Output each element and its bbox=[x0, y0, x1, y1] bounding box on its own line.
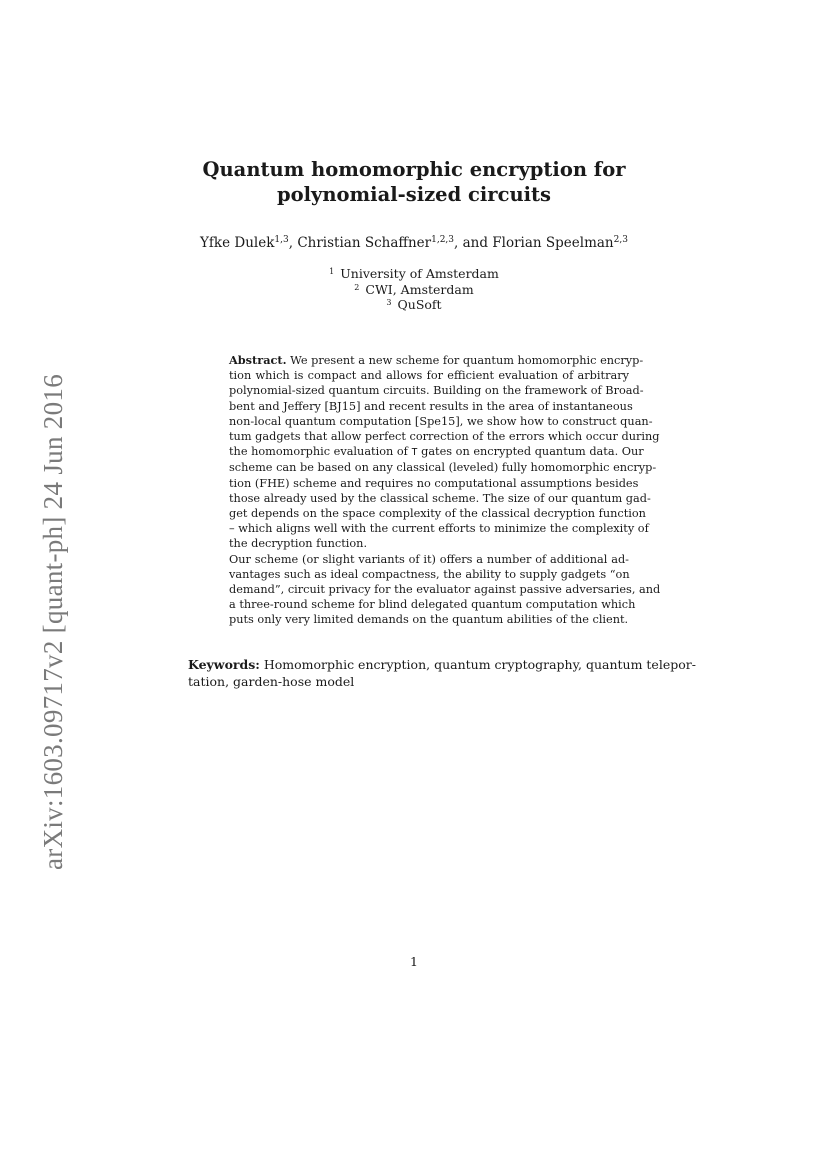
affiliation-list bbox=[0, 266, 828, 313]
author-name: Christian Schaffner bbox=[297, 235, 432, 251]
affiliation bbox=[0, 297, 828, 313]
paper-title bbox=[0, 157, 828, 207]
author-affiliation-marks: 1,3 bbox=[274, 235, 289, 245]
affiliation-name: CWI, Amsterdam bbox=[365, 281, 474, 297]
abstract-line: Abstract. We present a new scheme for quantum homomorphic encryp- bbox=[229, 353, 644, 367]
abstract bbox=[229, 353, 661, 628]
keywords-line: tation, garden-hose model bbox=[188, 674, 355, 689]
page-number: 1 bbox=[410, 954, 418, 969]
abstract-line: – which aligns well with the current efforts to minimize the complexity of bbox=[229, 522, 649, 536]
abstract-line: tum gadgets that allow perfect correction of the errors which occur during bbox=[229, 430, 660, 444]
title-line-2: polynomial-sized circuits bbox=[276, 183, 552, 206]
abstract-line: vantages such as ideal compactness, the ability to supply gadgets “on bbox=[229, 567, 630, 581]
affiliation-number: 3 bbox=[386, 298, 392, 307]
abstract-line: bent and Jeffery [BJ15] and recent results in the area of instantaneous bbox=[229, 399, 633, 413]
abstract-line: the homomorphic evaluation of T gates on encrypted quantum data. Our bbox=[229, 445, 644, 459]
abstract-line: non-local quantum computation [Spe15], we show how to construct quan- bbox=[229, 414, 653, 428]
affiliation-name: University of Amsterdam bbox=[340, 266, 499, 281]
affiliation bbox=[0, 282, 828, 298]
abstract-line: get depends on the space complexity of the classical decryption function bbox=[229, 507, 646, 521]
author-affiliation-marks: 1,2,3 bbox=[431, 235, 455, 245]
keywords-label: Keywords: bbox=[188, 657, 260, 672]
affiliation-number: 2 bbox=[354, 282, 360, 292]
abstract-line: polynomial-sized quantum circuits. Building on the framework of Broad- bbox=[229, 384, 644, 398]
t-gate-symbol: T bbox=[411, 447, 418, 459]
abstract-line: demand”, circuit privacy for the evaluator against passive adversaries, and bbox=[229, 583, 661, 597]
author-separator: , and bbox=[454, 235, 493, 251]
title-line-1: Quantum homomorphic encryption for bbox=[202, 158, 626, 181]
affiliation-name: QuSoft bbox=[397, 297, 442, 312]
arxiv-identifier: arXiv:1603.09717v2 [quant-ph] 24 Jun 2016 bbox=[38, 374, 68, 870]
abstract-line: tion which is compact and allows for efficient evaluation of arbitrary bbox=[229, 369, 629, 383]
abstract-line: those already used by the classical scheme. The size of our quantum gad- bbox=[229, 491, 651, 505]
abstract-line: the decryption function. bbox=[229, 537, 368, 551]
abstract-line: tion (FHE) scheme and requires no computational assumptions besides bbox=[229, 476, 639, 490]
author-name: Yfke Dulek bbox=[200, 235, 275, 251]
author-affiliation-marks: 2,3 bbox=[613, 235, 628, 245]
abstract-line: scheme can be based on any classical (leveled) fully homomorphic encryp- bbox=[229, 461, 657, 475]
abstract-label: Abstract. bbox=[229, 353, 287, 367]
abstract-line: puts only very limited demands on the quantum abilities of the client. bbox=[229, 613, 629, 627]
abstract-line: Our scheme (or slight variants of it) offers a number of additional ad- bbox=[229, 552, 629, 566]
author-separator: , bbox=[288, 235, 298, 251]
keywords bbox=[188, 656, 696, 690]
author-name: Florian Speelman bbox=[492, 235, 614, 251]
abstract-line: a three-round scheme for blind delegated quantum computation which bbox=[229, 598, 636, 612]
affiliation-number: 1 bbox=[329, 267, 335, 276]
author-list bbox=[0, 234, 828, 252]
affiliation bbox=[0, 266, 828, 282]
keywords-line: Keywords: Homomorphic encryption, quantum cryptography, quantum telepor- bbox=[188, 657, 696, 672]
